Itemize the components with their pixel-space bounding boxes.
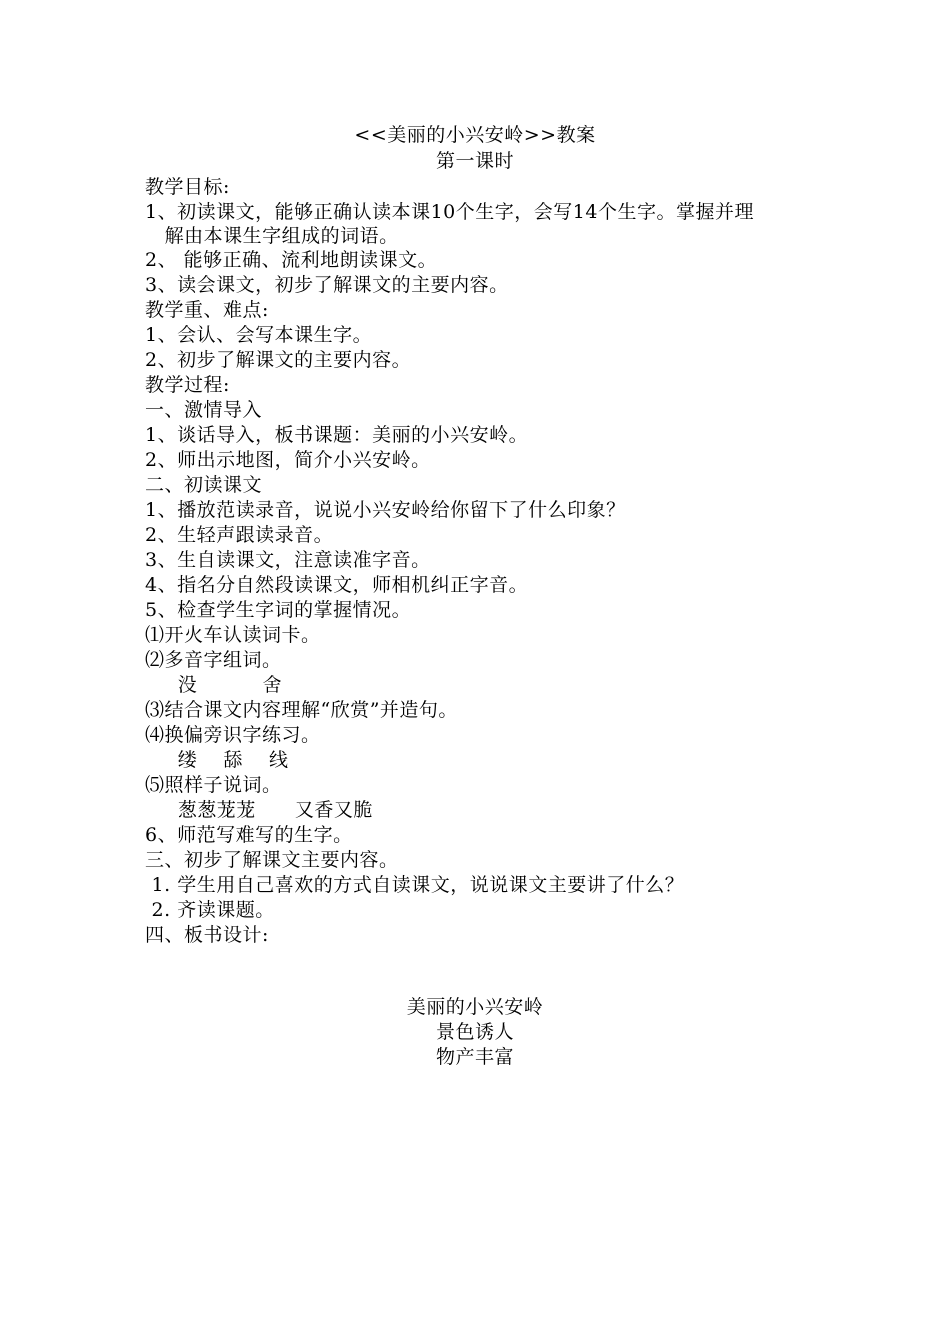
process-subitem: ⑸照样子说词。	[145, 774, 282, 796]
process-line: 1. 学生用自己喜欢的方式自读课文，说说课文主要讲了什么？	[145, 874, 685, 896]
document-title: <<美丽的小兴安岭>>教案	[354, 124, 596, 146]
process-subitem: ⑵多音字组词。	[145, 649, 282, 671]
board-title: 美丽的小兴安岭	[406, 996, 544, 1018]
process-subitem: ⑷换偏旁识字练习。	[145, 724, 321, 746]
section-heading-objectives: 教学目标:	[145, 176, 230, 198]
process-heading: 四、板书设计:	[145, 924, 269, 946]
process-heading: 三、初步了解课文主要内容。	[145, 849, 399, 871]
process-line: 2. 齐读课题。	[145, 899, 275, 921]
document-subtitle: 第一课时	[435, 150, 514, 172]
section-heading-process: 教学过程:	[145, 374, 230, 396]
key-point-line: 1、会认、会写本课生字。	[145, 324, 373, 346]
board-item: 物产丰富	[435, 1046, 514, 1068]
radical-words: 缕 舔 线	[145, 749, 289, 771]
process-line: 1、播放范读录音，说说小兴安岭给你留下了什么印象？	[145, 499, 626, 521]
objective-line: 3、读会课文，初步了解课文的主要内容。	[145, 274, 509, 296]
objective-line: 2、 能够正确、流利地朗读课文。	[145, 249, 438, 271]
objective-line: 1、初读课文，能够正确认读本课10个生字，会写14个生字。掌握并理	[145, 201, 754, 223]
process-subitem: ⑴开火车认读词卡。	[145, 624, 321, 646]
process-line: 2、生轻声跟读录音。	[145, 524, 334, 546]
key-point-line: 2、初步了解课文的主要内容。	[145, 349, 412, 371]
section-heading-key-points: 教学重、难点:	[145, 299, 269, 321]
process-heading: 二、初读课文	[145, 474, 263, 496]
process-line: 1、谈话导入，板书课题：美丽的小兴安岭。	[145, 424, 529, 446]
example-words: 葱葱茏茏 又香又脆	[145, 799, 373, 821]
objective-line: 解由本课生字组成的词语。	[145, 225, 399, 247]
process-line: 3、生自读课文，注意读准字音。	[145, 549, 431, 571]
process-line: 6、师范写难写的生字。	[145, 824, 353, 846]
polyphone-words: 没 舍	[145, 674, 283, 696]
process-line: 2、师出示地图，简介小兴安岭。	[145, 449, 431, 471]
board-item: 景色诱人	[435, 1021, 514, 1043]
process-heading: 一、激情导入	[145, 399, 263, 421]
process-subitem: ⑶结合课文内容理解“欣赏”并造句。	[145, 699, 458, 721]
process-line: 5、检查学生字词的掌握情况。	[145, 599, 412, 621]
process-line: 4、指名分自然段读课文，师相机纠正字音。	[145, 574, 529, 596]
